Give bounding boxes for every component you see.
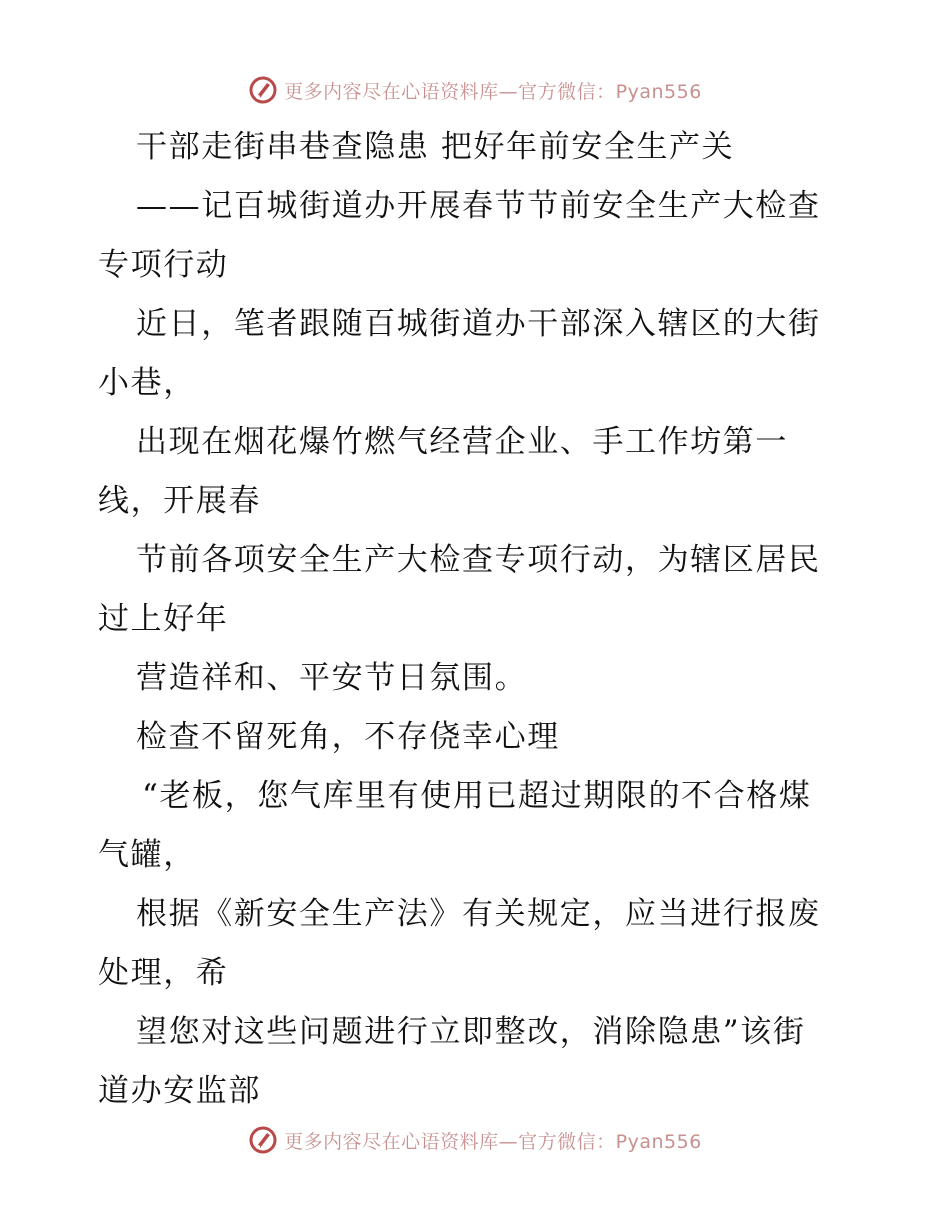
text-line: 过上好年 — [98, 601, 229, 637]
header-banner — [0, 70, 950, 110]
text-line: 小巷， — [98, 365, 196, 401]
text-line: 节前各项安全生产大检查专项行动，为辖区居民 — [136, 542, 821, 578]
text-line: “老板，您气库里有使用已超过期限的不合格煤 — [142, 778, 812, 814]
text-line: 干部走街串巷查隐患 把好年前安全生产关 — [136, 129, 735, 165]
document-body — [98, 118, 858, 1121]
text-line: 出现在烟花爆竹燃气经营企业、手工作坊第一 — [136, 424, 788, 460]
text-line: 气罐， — [98, 837, 196, 873]
footer-banner-text: 更多内容尽在心语资料库—官方微信：Pyan556 — [284, 1130, 702, 1153]
text-line: 道办安监部 — [98, 1073, 261, 1109]
text-line: 望您对这些问题进行立即整改，消除隐患”该街 — [136, 1014, 806, 1050]
pen-circle-logo-icon — [248, 75, 278, 105]
header-banner-text: 更多内容尽在心语资料库—官方微信：Pyan556 — [284, 80, 702, 103]
text-line: 近日，笔者跟随百城街道办干部深入辖区的大街 — [136, 306, 821, 342]
text-line: ——记百城街道办开展春节节前安全生产大检查 — [136, 188, 821, 224]
text-line: 处理，希 — [98, 955, 229, 991]
text-line: 专项行动 — [98, 247, 229, 283]
footer-banner — [0, 1120, 950, 1160]
text-line: 检查不留死角，不存侥幸心理 — [136, 719, 560, 755]
text-line: 线，开展春 — [98, 483, 261, 519]
pen-circle-logo-icon — [248, 1125, 278, 1155]
text-line: 根据《新安全生产法》有关规定，应当进行报废 — [136, 896, 821, 932]
text-line: 营造祥和、平安节日氛围。 — [136, 660, 528, 696]
